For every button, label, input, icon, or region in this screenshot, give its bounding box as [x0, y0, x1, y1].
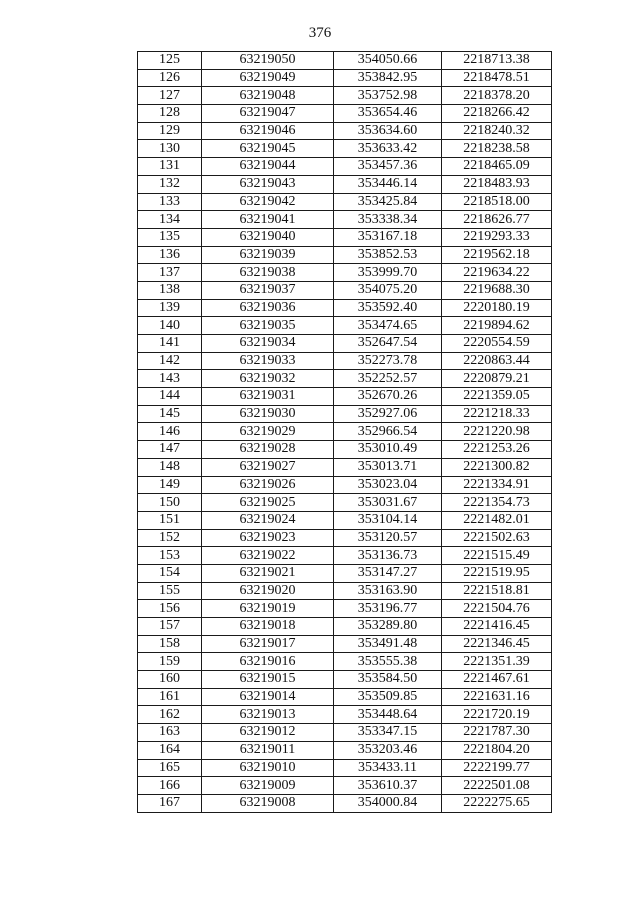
- row-index-cell: 167: [138, 794, 202, 812]
- table-row: [138, 706, 552, 724]
- point-id-cell: 63219032: [202, 370, 334, 388]
- point-id-cell: 63219010: [202, 759, 334, 777]
- y-coordinate-cell: 2221631.16: [442, 688, 552, 706]
- y-coordinate-cell: 2218478.51: [442, 69, 552, 87]
- table-row: [138, 688, 552, 706]
- point-id-cell: 63219049: [202, 69, 334, 87]
- point-id-cell: 63219018: [202, 618, 334, 636]
- y-coordinate-cell: 2219293.33: [442, 228, 552, 246]
- y-coordinate-cell: 2218266.42: [442, 105, 552, 123]
- row-index-cell: 153: [138, 547, 202, 565]
- y-coordinate-cell: 2221351.39: [442, 653, 552, 671]
- table-row: [138, 600, 552, 618]
- y-coordinate-cell: 2218465.09: [442, 158, 552, 176]
- point-id-cell: 63219048: [202, 87, 334, 105]
- x-coordinate-cell: 353457.36: [334, 158, 442, 176]
- y-coordinate-cell: 2221482.01: [442, 511, 552, 529]
- point-id-cell: 63219041: [202, 211, 334, 229]
- y-coordinate-cell: 2221218.33: [442, 405, 552, 423]
- point-id-cell: 63219039: [202, 246, 334, 264]
- table-row: [138, 69, 552, 87]
- y-coordinate-cell: 2221334.91: [442, 476, 552, 494]
- x-coordinate-cell: 353448.64: [334, 706, 442, 724]
- y-coordinate-cell: 2219894.62: [442, 317, 552, 335]
- table-row: [138, 635, 552, 653]
- page-number: 376: [308, 25, 332, 41]
- point-id-cell: 63219050: [202, 52, 334, 70]
- point-id-cell: 63219047: [202, 105, 334, 123]
- x-coordinate-cell: 353584.50: [334, 671, 442, 689]
- point-id-cell: 63219019: [202, 600, 334, 618]
- x-coordinate-cell: 353509.85: [334, 688, 442, 706]
- coordinates-table-body: [138, 52, 552, 813]
- row-index-cell: 159: [138, 653, 202, 671]
- row-index-cell: 145: [138, 405, 202, 423]
- row-index-cell: 141: [138, 335, 202, 353]
- row-index-cell: 165: [138, 759, 202, 777]
- row-index-cell: 132: [138, 175, 202, 193]
- row-index-cell: 142: [138, 352, 202, 370]
- x-coordinate-cell: 353163.90: [334, 582, 442, 600]
- point-id-cell: 63219026: [202, 476, 334, 494]
- y-coordinate-cell: 2221346.45: [442, 635, 552, 653]
- y-coordinate-cell: 2218518.00: [442, 193, 552, 211]
- row-index-cell: 155: [138, 582, 202, 600]
- table-row: [138, 405, 552, 423]
- point-id-cell: 63219042: [202, 193, 334, 211]
- table-row: [138, 653, 552, 671]
- table-row: [138, 281, 552, 299]
- y-coordinate-cell: 2221804.20: [442, 741, 552, 759]
- y-coordinate-cell: 2218238.58: [442, 140, 552, 158]
- row-index-cell: 147: [138, 441, 202, 459]
- row-index-cell: 166: [138, 777, 202, 795]
- point-id-cell: 63219013: [202, 706, 334, 724]
- x-coordinate-cell: 353999.70: [334, 264, 442, 282]
- x-coordinate-cell: 353491.48: [334, 635, 442, 653]
- coordinates-table: [137, 51, 552, 813]
- y-coordinate-cell: 2221787.30: [442, 724, 552, 742]
- y-coordinate-cell: 2221467.61: [442, 671, 552, 689]
- row-index-cell: 150: [138, 494, 202, 512]
- row-index-cell: 146: [138, 423, 202, 441]
- x-coordinate-cell: 352670.26: [334, 388, 442, 406]
- point-id-cell: 63219022: [202, 547, 334, 565]
- x-coordinate-cell: 353555.38: [334, 653, 442, 671]
- table-row: [138, 794, 552, 812]
- table-row: [138, 105, 552, 123]
- row-index-cell: 156: [138, 600, 202, 618]
- row-index-cell: 133: [138, 193, 202, 211]
- y-coordinate-cell: 2219688.30: [442, 281, 552, 299]
- x-coordinate-cell: 354000.84: [334, 794, 442, 812]
- x-coordinate-cell: 353203.46: [334, 741, 442, 759]
- table-row: [138, 388, 552, 406]
- row-index-cell: 144: [138, 388, 202, 406]
- table-row: [138, 618, 552, 636]
- table-row: [138, 122, 552, 140]
- point-id-cell: 63219009: [202, 777, 334, 795]
- point-id-cell: 63219038: [202, 264, 334, 282]
- x-coordinate-cell: 353147.27: [334, 564, 442, 582]
- point-id-cell: 63219034: [202, 335, 334, 353]
- table-row: [138, 264, 552, 282]
- table-row: [138, 352, 552, 370]
- point-id-cell: 63219025: [202, 494, 334, 512]
- x-coordinate-cell: 353634.60: [334, 122, 442, 140]
- y-coordinate-cell: 2218483.93: [442, 175, 552, 193]
- row-index-cell: 128: [138, 105, 202, 123]
- table-row: [138, 87, 552, 105]
- table-row: [138, 741, 552, 759]
- point-id-cell: 63219016: [202, 653, 334, 671]
- row-index-cell: 137: [138, 264, 202, 282]
- table-row: [138, 423, 552, 441]
- row-index-cell: 139: [138, 299, 202, 317]
- row-index-cell: 158: [138, 635, 202, 653]
- y-coordinate-cell: 2221416.45: [442, 618, 552, 636]
- row-index-cell: 157: [138, 618, 202, 636]
- point-id-cell: 63219011: [202, 741, 334, 759]
- x-coordinate-cell: 353446.14: [334, 175, 442, 193]
- row-index-cell: 143: [138, 370, 202, 388]
- point-id-cell: 63219045: [202, 140, 334, 158]
- x-coordinate-cell: 353842.95: [334, 69, 442, 87]
- y-coordinate-cell: 2221300.82: [442, 458, 552, 476]
- table-row: [138, 228, 552, 246]
- x-coordinate-cell: 354050.66: [334, 52, 442, 70]
- point-id-cell: 63219021: [202, 564, 334, 582]
- row-index-cell: 164: [138, 741, 202, 759]
- y-coordinate-cell: 2220180.19: [442, 299, 552, 317]
- table-row: [138, 193, 552, 211]
- x-coordinate-cell: 353196.77: [334, 600, 442, 618]
- y-coordinate-cell: 2219634.22: [442, 264, 552, 282]
- x-coordinate-cell: 353338.34: [334, 211, 442, 229]
- table-row: [138, 671, 552, 689]
- x-coordinate-cell: 352927.06: [334, 405, 442, 423]
- y-coordinate-cell: 2219562.18: [442, 246, 552, 264]
- row-index-cell: 163: [138, 724, 202, 742]
- point-id-cell: 63219014: [202, 688, 334, 706]
- y-coordinate-cell: 2221518.81: [442, 582, 552, 600]
- x-coordinate-cell: 352647.54: [334, 335, 442, 353]
- point-id-cell: 63219031: [202, 388, 334, 406]
- row-index-cell: 162: [138, 706, 202, 724]
- y-coordinate-cell: 2221359.05: [442, 388, 552, 406]
- point-id-cell: 63219035: [202, 317, 334, 335]
- table-row: [138, 511, 552, 529]
- table-row: [138, 175, 552, 193]
- table-row: [138, 458, 552, 476]
- table-row: [138, 335, 552, 353]
- y-coordinate-cell: 2220554.59: [442, 335, 552, 353]
- x-coordinate-cell: 353023.04: [334, 476, 442, 494]
- x-coordinate-cell: 353031.67: [334, 494, 442, 512]
- point-id-cell: 63219020: [202, 582, 334, 600]
- x-coordinate-cell: 353433.11: [334, 759, 442, 777]
- x-coordinate-cell: 353013.71: [334, 458, 442, 476]
- row-index-cell: 138: [138, 281, 202, 299]
- x-coordinate-cell: 353104.14: [334, 511, 442, 529]
- table-row: [138, 211, 552, 229]
- y-coordinate-cell: 2222199.77: [442, 759, 552, 777]
- point-id-cell: 63219040: [202, 228, 334, 246]
- table-row: [138, 759, 552, 777]
- y-coordinate-cell: 2221504.76: [442, 600, 552, 618]
- x-coordinate-cell: 353474.65: [334, 317, 442, 335]
- table-row: [138, 370, 552, 388]
- point-id-cell: 63219027: [202, 458, 334, 476]
- y-coordinate-cell: 2221502.63: [442, 529, 552, 547]
- table-row: [138, 724, 552, 742]
- point-id-cell: 63219046: [202, 122, 334, 140]
- x-coordinate-cell: 352252.57: [334, 370, 442, 388]
- point-id-cell: 63219028: [202, 441, 334, 459]
- table-row: [138, 582, 552, 600]
- y-coordinate-cell: 2221253.26: [442, 441, 552, 459]
- x-coordinate-cell: 353136.73: [334, 547, 442, 565]
- y-coordinate-cell: 2221519.95: [442, 564, 552, 582]
- point-id-cell: 63219044: [202, 158, 334, 176]
- point-id-cell: 63219036: [202, 299, 334, 317]
- x-coordinate-cell: 353654.46: [334, 105, 442, 123]
- table-row: [138, 158, 552, 176]
- point-id-cell: 63219023: [202, 529, 334, 547]
- point-id-cell: 63219033: [202, 352, 334, 370]
- y-coordinate-cell: 2218713.38: [442, 52, 552, 70]
- table-row: [138, 52, 552, 70]
- row-index-cell: 136: [138, 246, 202, 264]
- point-id-cell: 63219008: [202, 794, 334, 812]
- table-row: [138, 564, 552, 582]
- x-coordinate-cell: 353592.40: [334, 299, 442, 317]
- point-id-cell: 63219030: [202, 405, 334, 423]
- table-row: [138, 547, 552, 565]
- y-coordinate-cell: 2221720.19: [442, 706, 552, 724]
- x-coordinate-cell: 353610.37: [334, 777, 442, 795]
- row-index-cell: 154: [138, 564, 202, 582]
- table-row: [138, 494, 552, 512]
- row-index-cell: 135: [138, 228, 202, 246]
- point-id-cell: 63219024: [202, 511, 334, 529]
- x-coordinate-cell: 353752.98: [334, 87, 442, 105]
- x-coordinate-cell: 352273.78: [334, 352, 442, 370]
- x-coordinate-cell: 354075.20: [334, 281, 442, 299]
- row-index-cell: 161: [138, 688, 202, 706]
- x-coordinate-cell: 353347.15: [334, 724, 442, 742]
- row-index-cell: 134: [138, 211, 202, 229]
- y-coordinate-cell: 2218626.77: [442, 211, 552, 229]
- x-coordinate-cell: 353633.42: [334, 140, 442, 158]
- row-index-cell: 151: [138, 511, 202, 529]
- y-coordinate-cell: 2221220.98: [442, 423, 552, 441]
- table-row: [138, 476, 552, 494]
- y-coordinate-cell: 2218378.20: [442, 87, 552, 105]
- row-index-cell: 125: [138, 52, 202, 70]
- row-index-cell: 126: [138, 69, 202, 87]
- table-row: [138, 140, 552, 158]
- table-row: [138, 299, 552, 317]
- row-index-cell: 127: [138, 87, 202, 105]
- row-index-cell: 160: [138, 671, 202, 689]
- x-coordinate-cell: 353120.57: [334, 529, 442, 547]
- row-index-cell: 130: [138, 140, 202, 158]
- y-coordinate-cell: 2218240.32: [442, 122, 552, 140]
- row-index-cell: 149: [138, 476, 202, 494]
- y-coordinate-cell: 2222275.65: [442, 794, 552, 812]
- x-coordinate-cell: 352966.54: [334, 423, 442, 441]
- x-coordinate-cell: 353289.80: [334, 618, 442, 636]
- x-coordinate-cell: 353010.49: [334, 441, 442, 459]
- y-coordinate-cell: 2221354.73: [442, 494, 552, 512]
- x-coordinate-cell: 353425.84: [334, 193, 442, 211]
- point-id-cell: 63219029: [202, 423, 334, 441]
- y-coordinate-cell: 2220863.44: [442, 352, 552, 370]
- x-coordinate-cell: 353167.18: [334, 228, 442, 246]
- row-index-cell: 131: [138, 158, 202, 176]
- y-coordinate-cell: 2220879.21: [442, 370, 552, 388]
- table-row: [138, 529, 552, 547]
- point-id-cell: 63219012: [202, 724, 334, 742]
- row-index-cell: 152: [138, 529, 202, 547]
- table-row: [138, 777, 552, 795]
- y-coordinate-cell: 2222501.08: [442, 777, 552, 795]
- table-row: [138, 317, 552, 335]
- x-coordinate-cell: 353852.53: [334, 246, 442, 264]
- point-id-cell: 63219043: [202, 175, 334, 193]
- y-coordinate-cell: 2221515.49: [442, 547, 552, 565]
- point-id-cell: 63219015: [202, 671, 334, 689]
- table-row: [138, 246, 552, 264]
- table-row: [138, 441, 552, 459]
- row-index-cell: 148: [138, 458, 202, 476]
- row-index-cell: 140: [138, 317, 202, 335]
- point-id-cell: 63219037: [202, 281, 334, 299]
- point-id-cell: 63219017: [202, 635, 334, 653]
- row-index-cell: 129: [138, 122, 202, 140]
